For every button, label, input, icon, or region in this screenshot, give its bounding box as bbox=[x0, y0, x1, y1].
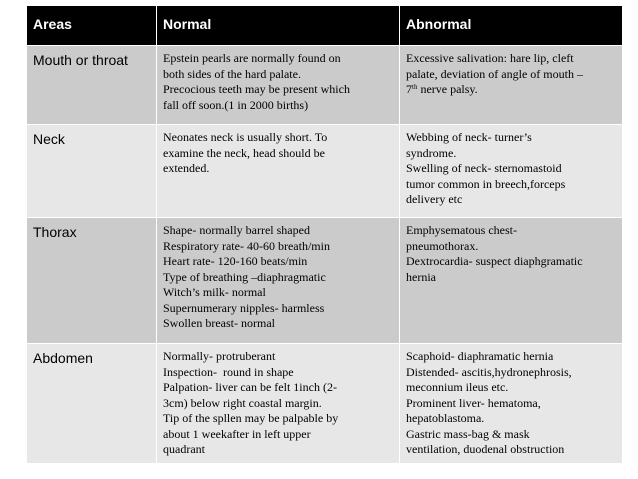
abnormal-cell bbox=[400, 46, 623, 125]
normal-cell bbox=[157, 46, 400, 125]
header-abnormal: Abnormal bbox=[400, 6, 623, 46]
table-row bbox=[27, 344, 623, 464]
abnormal-line: ventilation, duodenal obstruction bbox=[406, 442, 565, 456]
abnormal-line: Scaphoid- diaphramatic hernia bbox=[406, 349, 554, 363]
normal-line: Epstein pearls are normally found on bbox=[163, 51, 341, 65]
abnormal-line: palate, deviation of angle of mouth – bbox=[406, 66, 583, 81]
normal-line: Palpation- liver can be felt 1inch (2- bbox=[163, 380, 337, 394]
abnormal-line: delivery etc bbox=[406, 192, 463, 206]
abnormal-line: tumor common in breech,forceps bbox=[406, 176, 566, 191]
nerve-number: 7 bbox=[406, 82, 412, 96]
normal-line: Precocious teeth may be present which bbox=[163, 82, 350, 96]
normal-line: Shape- normally barrel shaped bbox=[163, 223, 310, 237]
abnormal-line: hepatoblastoma. bbox=[406, 411, 485, 425]
normal-cell bbox=[157, 125, 400, 218]
area-cell: Neck bbox=[27, 125, 157, 218]
normal-line: Neonates neck is usually short. To bbox=[163, 130, 328, 144]
normal-line: 3cm) below right coastal margin. bbox=[163, 395, 322, 410]
normal-line: Type of breathing –diaphragmatic bbox=[163, 269, 326, 284]
table-row bbox=[27, 218, 623, 344]
normal-line: extended. bbox=[163, 161, 210, 175]
abnormal-line: Dextrocardia- suspect diaphgramatic bbox=[406, 254, 583, 268]
abnormal-line: Prominent liver- hematoma, bbox=[406, 395, 541, 410]
normal-line: Respiratory rate- 40-60 breath/min bbox=[163, 238, 330, 253]
abnormal-line: Gastric mass-bag & mask bbox=[406, 426, 530, 441]
normal-line: both sides of the hard palate. bbox=[163, 66, 301, 81]
normal-line: Heart rate- 120-160 beats/min bbox=[163, 254, 308, 268]
normal-line: Witch’s milk- normal bbox=[163, 285, 266, 299]
findings-table bbox=[26, 5, 623, 464]
table-row bbox=[27, 125, 623, 218]
abnormal-cell bbox=[400, 125, 623, 218]
area-cell: Mouth or throat bbox=[27, 46, 157, 125]
header-normal: Normal bbox=[157, 6, 400, 46]
normal-cell bbox=[157, 344, 400, 464]
normal-line: fall off soon.(1 in 2000 births) bbox=[163, 97, 309, 112]
table-header-row bbox=[27, 6, 623, 46]
ordinal-suffix: th bbox=[412, 83, 418, 91]
abnormal-line: Swelling of neck- sternomastoid bbox=[406, 161, 562, 175]
abnormal-line bbox=[406, 82, 616, 98]
normal-line: quadrant bbox=[163, 442, 205, 456]
normal-line: Normally- protruberant bbox=[163, 349, 276, 363]
abnormal-line: Webbing of neck- turner’s bbox=[406, 130, 532, 144]
normal-line: Swollen breast- normal bbox=[163, 316, 275, 330]
abnormal-line: Excessive salivation: hare lip, cleft bbox=[406, 51, 574, 65]
normal-line: examine the neck, head should be bbox=[163, 145, 325, 160]
area-cell: Abdomen bbox=[27, 344, 157, 464]
abnormal-cell bbox=[400, 218, 623, 344]
findings-table-container bbox=[26, 5, 622, 464]
abnormal-line: syndrome. bbox=[406, 145, 457, 160]
abnormal-line: pneumothorax. bbox=[406, 238, 479, 253]
abnormal-line: Distended- ascitis,hydronephrosis, bbox=[406, 364, 572, 379]
header-areas: Areas bbox=[27, 6, 157, 46]
abnormal-cell bbox=[400, 344, 623, 464]
normal-line: Supernumerary nipples- harmless bbox=[163, 300, 325, 315]
abnormal-line: Emphysematous chest- bbox=[406, 223, 517, 237]
normal-line: about 1 weekafter in left upper bbox=[163, 426, 311, 441]
normal-line: Tip of the spllen may be palpable by bbox=[163, 411, 339, 425]
table-row bbox=[27, 46, 623, 125]
abnormal-line: meconnium ileus etc. bbox=[406, 380, 509, 394]
area-cell: Thorax bbox=[27, 218, 157, 344]
normal-line: Inspection- round in shape bbox=[163, 364, 294, 379]
nerve-palsy-text: nerve palsy. bbox=[417, 82, 478, 96]
normal-cell bbox=[157, 218, 400, 344]
abnormal-line: hernia bbox=[406, 269, 436, 284]
